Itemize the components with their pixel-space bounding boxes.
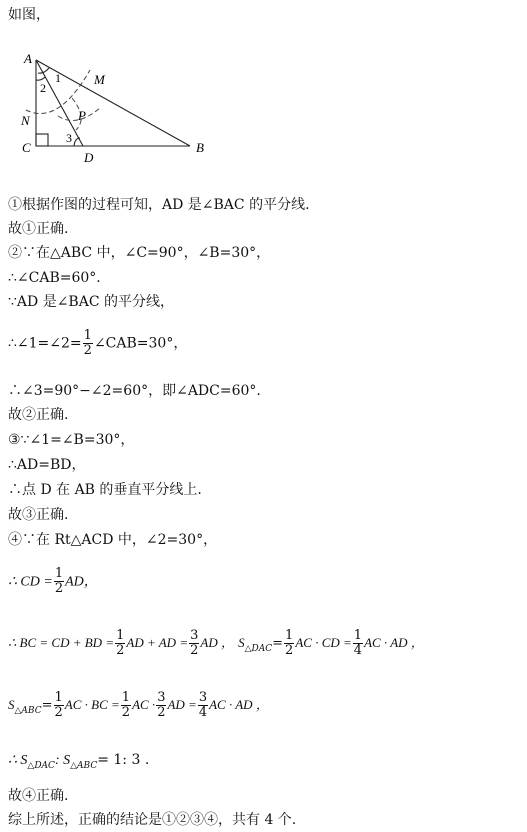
angle-eq-prefix: ∴∠1=∠2=: [8, 335, 82, 352]
fraction-three-half: $\frac{3}{2}$: [157, 690, 166, 720]
fraction-three-half: $\frac{3}{2}$: [190, 628, 199, 658]
geometry-figure: [18, 48, 218, 168]
step-3-ad-bd: ∴AD=BD，: [8, 457, 86, 473]
final-summary: 综上所述，正确的结论是①②③④，共有 4 个.: [8, 812, 297, 828]
step-2-conclusion: 故②正确.: [8, 407, 69, 423]
angle-eq-suffix: ∠CAB=30°，: [93, 335, 188, 352]
step-4-ratio: ∴ $S_{\triangle DAC}$: $S_{\triangle ABC}= 1$: 3 .: [8, 752, 150, 771]
label-a: A: [24, 51, 32, 66]
step-2: ②∵在△ABC 中，∠C=90°，∠B=30°，: [8, 245, 271, 261]
label-b: B: [196, 140, 204, 155]
intro-text: 如图，: [8, 7, 50, 23]
step-4-area-abc: $S_{\triangle ABC}=$ $\frac{1}{2}$ AC · BC = $\frac{1}{2}$ AC · $\frac{3}{2}$ AD = $\frac{3}{4}$ AC · AD ，: [8, 690, 269, 720]
fraction-half: $\frac{1}{2}$: [121, 690, 131, 720]
step-4-conclusion: 故④正确.: [8, 788, 69, 804]
step-3: ③∵∠1=∠B=30°，: [8, 432, 135, 448]
label-angle-3: 3: [66, 131, 72, 145]
fraction-num: 1: [83, 328, 92, 343]
fraction-half: [83, 329, 93, 358]
label-d: D: [84, 150, 94, 165]
step-1: ①根据作图的过程可知，AD 是∠BAC 的平分线.: [8, 197, 310, 213]
step-3-conclusion: 故③正确.: [8, 507, 69, 523]
step-3-perpendicular: ∴点 D 在 AB 的垂直平分线上.: [8, 482, 202, 498]
fraction-three-quarter: $\frac{3}{4}$: [198, 690, 208, 720]
label-angle-1: 1: [55, 71, 61, 85]
angle-arc-1: [38, 68, 49, 73]
label-p: P: [78, 108, 86, 123]
step-4-cd: ∴ CD = $\frac{1}{2}$ AD，: [8, 566, 98, 596]
step-2-bisector: ∵AD 是∠BAC 的平分线，: [8, 294, 174, 310]
step-1-conclusion: 故①正确.: [8, 221, 69, 237]
step-2-angles: [8, 329, 187, 358]
fraction-half: $\frac{1}{2}$: [54, 566, 64, 596]
label-m: M: [94, 72, 105, 87]
step-4-bc-and-area: ∴ BC = CD + BD = $\frac{1}{2}$ AD + AD = $\frac{3}{2}$ AD ， $S_{\triangle DAC}=$ $\frac{1}{2}$ AC · CD = $\frac{1}{4}$ AC · AD ，: [8, 628, 424, 658]
step-2-angle-3: ∴∠3=90°−∠2=60°，即∠ADC=60°.: [8, 383, 261, 399]
fraction-half: $\frac{1}{2}$: [285, 628, 294, 658]
label-c: C: [22, 140, 31, 155]
fraction-half: $\frac{1}{2}$: [116, 628, 125, 658]
fraction-half: $\frac{1}{2}$: [54, 690, 63, 720]
right-angle-mark: [36, 134, 48, 146]
label-angle-2: 2: [40, 81, 46, 95]
step-4: ④∵在 Rt△ACD 中，∠2=30°，: [8, 532, 218, 548]
step-2-cab: ∴∠CAB=60°.: [8, 270, 101, 286]
label-n: N: [21, 113, 30, 128]
angle-arc-2: [36, 77, 45, 80]
fraction-den: 2: [83, 343, 92, 358]
fraction-quarter: $\frac{1}{4}$: [353, 628, 363, 658]
